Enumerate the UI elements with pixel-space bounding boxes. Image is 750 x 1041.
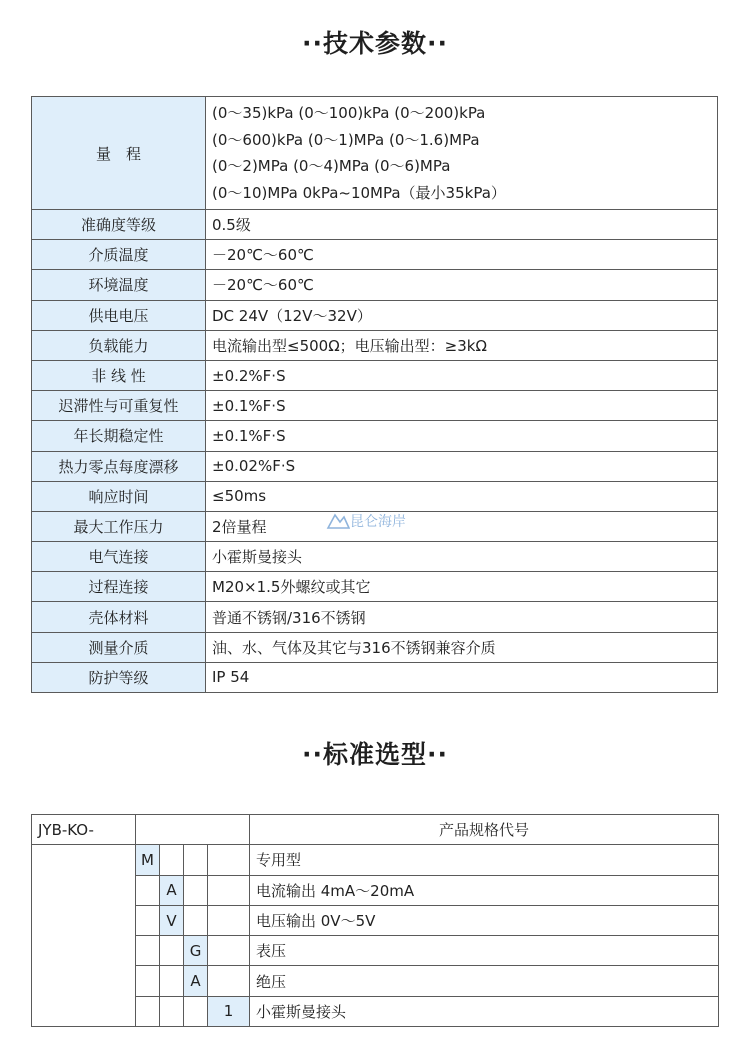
spec-label: 热力零点每度漂移 [32, 451, 206, 481]
option-description: 电压输出 0V～5V [250, 905, 719, 935]
table-row [32, 481, 718, 511]
code-blank-cell [160, 936, 184, 966]
table-row [32, 845, 719, 875]
table-row [32, 602, 718, 632]
option-code: A [184, 966, 208, 996]
code-blank-cell [160, 996, 184, 1026]
spec-value: M20×1.5外螺纹或其它 [206, 572, 718, 602]
kunlun-logo-icon [326, 512, 350, 530]
range-line: (0～600)kPa (0～1)MPa (0～1.6)MPa [212, 130, 480, 149]
spec-value: －20℃～60℃ [206, 270, 718, 300]
table-row [32, 97, 718, 210]
spec-value: 2倍量程 [206, 511, 718, 541]
spec-label: 壳体材料 [32, 602, 206, 632]
range-values [206, 97, 718, 210]
code-blank-cell [136, 905, 160, 935]
table-row [32, 240, 718, 270]
table-row [32, 270, 718, 300]
range-label: 量 程 [32, 97, 206, 210]
spec-label: 测量介质 [32, 632, 206, 662]
table-row [32, 966, 719, 996]
table-row [32, 421, 718, 451]
spec-label: 环境温度 [32, 270, 206, 300]
spec-label: 年长期稳定性 [32, 421, 206, 451]
option-code: A [160, 875, 184, 905]
code-blank-cell [160, 966, 184, 996]
spec-value: 小霍斯曼接头 [206, 542, 718, 572]
table-row [32, 542, 718, 572]
option-code: G [184, 936, 208, 966]
option-code: V [160, 905, 184, 935]
watermark-text: 昆仑海岸 [350, 514, 406, 530]
standard-selection-title: ··标准选型·· [302, 740, 448, 769]
table-row [32, 210, 718, 240]
spec-value: 普通不锈钢/316不锈钢 [206, 602, 718, 632]
spec-value: ±0.1%F·S [206, 421, 718, 451]
table-row [32, 905, 719, 935]
spec-value: 0.5级 [206, 210, 718, 240]
spec-code-header: 产品规格代号 [250, 815, 719, 845]
option-description: 小霍斯曼接头 [250, 996, 719, 1026]
table-row [32, 451, 718, 481]
table-row [32, 632, 718, 662]
code-blank-cell [136, 936, 160, 966]
option-description: 绝压 [250, 966, 719, 996]
code-blank-cell [184, 845, 208, 875]
code-blank-cell [208, 936, 250, 966]
spec-label: 准确度等级 [32, 210, 206, 240]
tech-params-title: ··技术参数·· [302, 29, 448, 58]
spec-label: 供电电压 [32, 300, 206, 330]
spec-label: 响应时间 [32, 481, 206, 511]
spec-label: 介质温度 [32, 240, 206, 270]
spec-value: DC 24V（12V～32V） [206, 300, 718, 330]
option-code: M [136, 845, 160, 875]
spec-label: 负载能力 [32, 330, 206, 360]
code-blank-cell [184, 875, 208, 905]
code-blank-cell [208, 905, 250, 935]
code-blank-cell [184, 905, 208, 935]
code-blank-cell [184, 996, 208, 1026]
code-blank-cell [136, 875, 160, 905]
code-blank-cell [160, 845, 184, 875]
tech-params-table [31, 96, 718, 693]
spec-value: ±0.1%F·S [206, 391, 718, 421]
code-blank-cell [136, 996, 160, 1026]
spec-label: 迟滞性与可重复性 [32, 391, 206, 421]
table-row [32, 936, 719, 966]
model-prefix: JYB-KO- [32, 815, 136, 845]
table-row [32, 330, 718, 360]
table-row [32, 815, 719, 845]
option-description: 表压 [250, 936, 719, 966]
code-header-blank [136, 815, 250, 845]
spec-label: 防护等级 [32, 662, 206, 692]
spec-value: ±0.2%F·S [206, 360, 718, 390]
spec-value: 油、水、气体及其它与316不锈钢兼容介质 [206, 632, 718, 662]
table-row [32, 996, 719, 1026]
table-row [32, 572, 718, 602]
option-description: 专用型 [250, 845, 719, 875]
code-blank-cell [208, 875, 250, 905]
spec-label: 电气连接 [32, 542, 206, 572]
selection-table [31, 814, 719, 1027]
table-row [32, 360, 718, 390]
table-row [32, 875, 719, 905]
table-row [32, 300, 718, 330]
spec-value: IP 54 [206, 662, 718, 692]
spec-label: 最大工作压力 [32, 511, 206, 541]
model-blank-cell [32, 845, 136, 1027]
code-blank-cell [208, 845, 250, 875]
spec-value: ±0.02%F·S [206, 451, 718, 481]
watermark [326, 511, 406, 531]
option-description: 电流输出 4mA～20mA [250, 875, 719, 905]
range-line: (0～2)MPa (0～4)MPa (0～6)MPa [212, 157, 451, 175]
code-blank-cell [136, 966, 160, 996]
range-line: (0～10)MPa 0kPa~10MPa（最小35kPa） [212, 183, 506, 202]
spec-label: 非 线 性 [32, 360, 206, 390]
spec-label: 过程连接 [32, 572, 206, 602]
spec-value: ≤50ms [206, 481, 718, 511]
table-row [32, 391, 718, 421]
range-line: (0～35)kPa (0～100)kPa (0～200)kPa [212, 104, 486, 122]
spec-value: －20℃～60℃ [206, 240, 718, 270]
table-row [32, 662, 718, 692]
option-code: 1 [208, 996, 250, 1026]
code-blank-cell [208, 966, 250, 996]
spec-value: 电流输出型≤500Ω；电压输出型：≥3kΩ [206, 330, 718, 360]
